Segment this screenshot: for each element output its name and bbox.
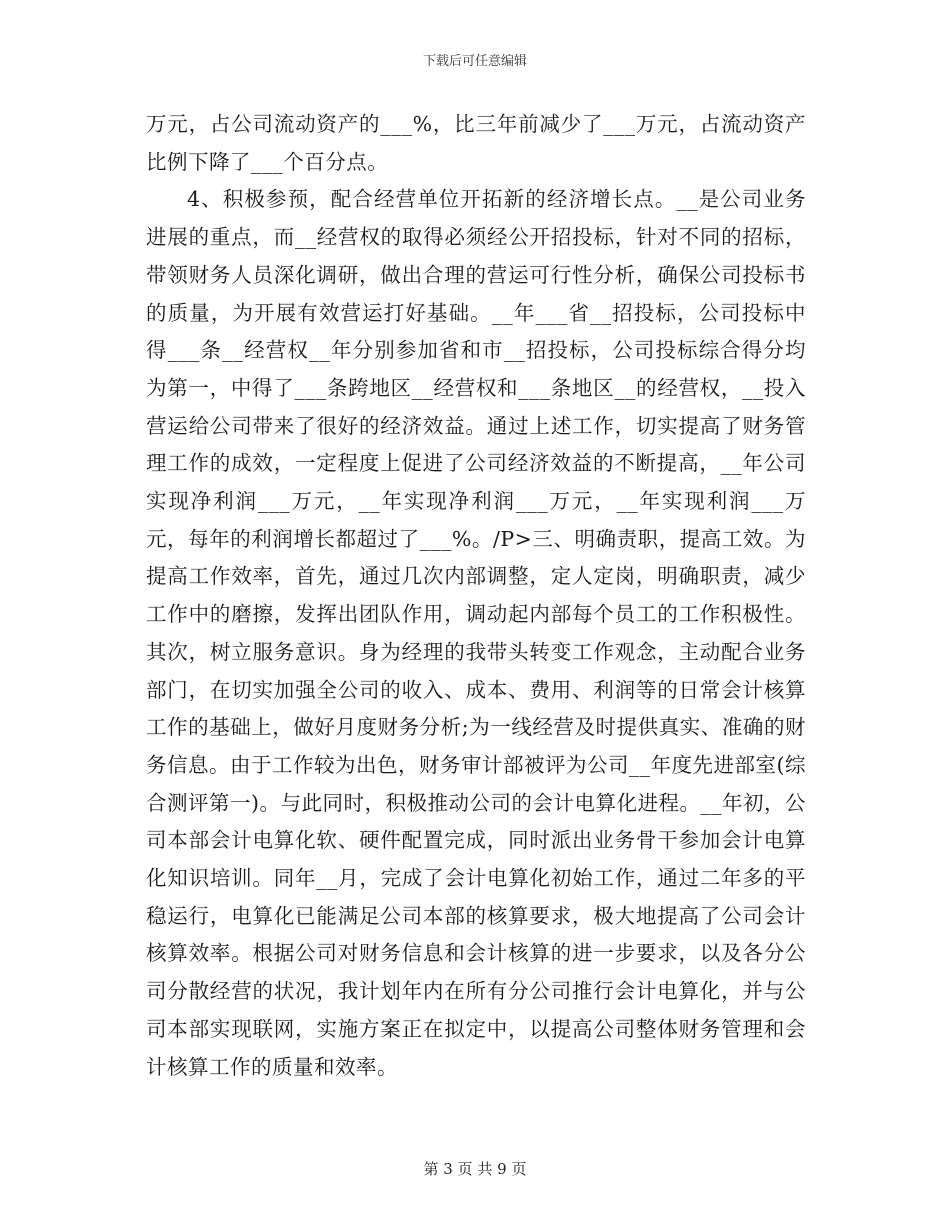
paragraph-section-4: 4、积极参预，配合经营单位开拓新的经济增长点。__是公司业务进展的重点，而__经营权的取得必须经公开招投标，针对不同的招标，带领财务人员深化调研，做出合理的营运可行性分析，确保公司投标书的质量，为开展有效营运打好基础。__年___省__招投标，公司投标中得___条__经营权__年分别参加省和市__招投标，公司投标综合得分均为第一，中得了___条跨地区__经营权和___条地区__的经营权，__投入营运给公司带来了很好的经济效益。通过上述工作，切实提高了财务管理工作的成效，一定程度上促进了公司经济效益的不断提高，__年公司实现净利润___万元，__年实现净利润___万元，__年实现利润___万元，每年的利润增长都超过了___%。/P>三、明确责职，提高工效。为提高工作效率，首先，通过几次内部调整，定人定岗，明确职责，减少工作中的磨擦，发挥出团队作用，调动起内部每个员工的工作积极性。其次，树立服务意识。身为经理的我带头转变工作观念，主动配合业务部门，在切实加强全公司的收入、成本、费用、利润等的日常会计核算工作的基础上，做好月度财务分析;为一线经营及时提供真实、准确的财务信息。由于工作较为出色，财务审计部被评为公司__年度先进部室(综合测评第一)。与此同时，积极推动公司的会计电算化进程。__年初，公司本部会计电算化软、硬件配置完成，同时派出业务骨干参加会计电算化知识培训。同年__月，完成了会计电算化初始工作，通过二年多的平稳运行，电算化已能满足公司本部的核算要求，极大地提高了公司会计核算效率。根据公司对财务信息和会计核算的进一步要求，以及各分公司分散经营的状况，我计划年内在所有分公司推行会计电算化，并与公司本部实现联网，实施方案正在拟定中，以提高公司整体财务管理和会计核算工作的质量和效率。: [146, 187, 806, 1079]
page-number: 第 3 页 共 9 页: [423, 1160, 527, 1178]
paragraph-continuation: 万元，占公司流动资产的___%，比三年前减少了___万元，占流动资产比例下降了___个百分点。: [146, 112, 806, 174]
document-body: [146, 106, 806, 1086]
page-header: 下载后可任意编辑: [422, 54, 527, 69]
